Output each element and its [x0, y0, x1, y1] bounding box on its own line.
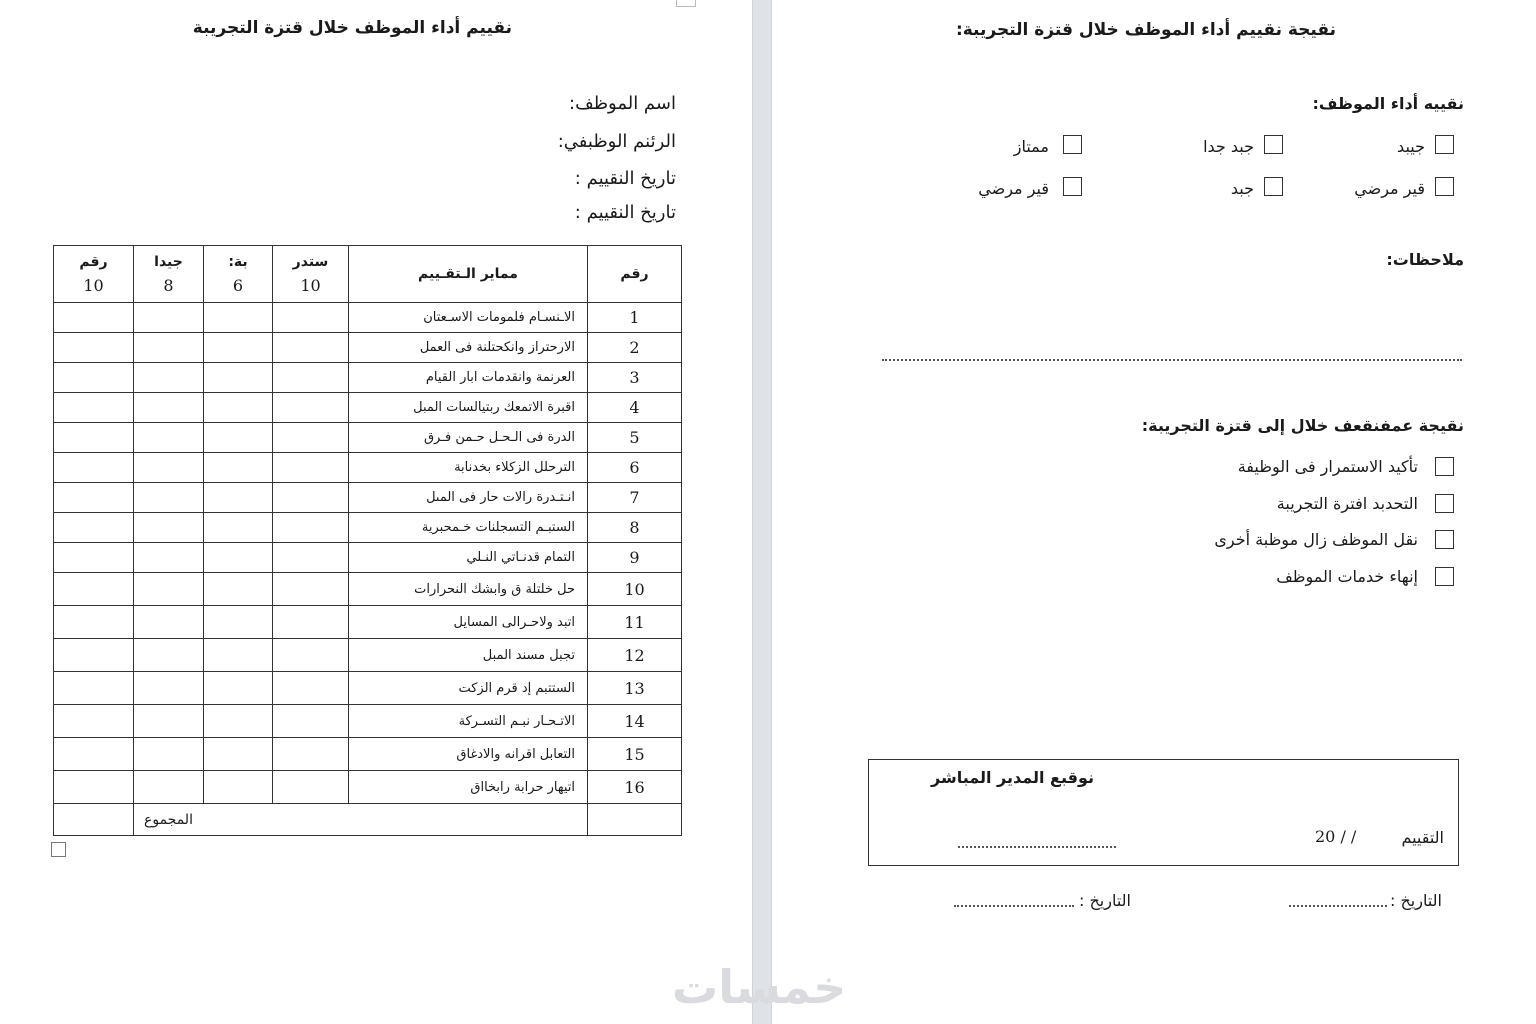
result-label-terminate: إنهاء خدمات الموظف	[1276, 567, 1418, 586]
rating-checkbox-unsatisfactory-2[interactable]	[1063, 177, 1082, 196]
form-title: نقييم أداء الموظف خلال قتزة التجريبة	[192, 18, 512, 38]
employee-name-field[interactable]: اسم الموظف:	[569, 93, 676, 114]
score-cell[interactable]	[273, 513, 349, 543]
score-cell[interactable]	[204, 333, 273, 363]
table-row	[54, 573, 682, 606]
score-cell[interactable]	[273, 639, 349, 672]
result-checkbox-confirm[interactable]	[1435, 457, 1454, 476]
row-number: 1	[588, 303, 682, 333]
checkbox-bottom[interactable]	[51, 842, 66, 857]
result-heading: نقيجة عمفنقعف خلال إلى قتزة التجريبة:	[1141, 416, 1464, 435]
rating-label-unsatisfactory: قير مرضي	[1354, 179, 1425, 198]
table-row	[54, 771, 682, 804]
score-cell[interactable]	[273, 303, 349, 333]
score-cell[interactable]	[134, 771, 204, 804]
table-row	[54, 513, 682, 543]
table-row	[54, 453, 682, 483]
score-cell[interactable]	[54, 453, 134, 483]
row-number: 15	[588, 738, 682, 771]
score-cell[interactable]	[204, 423, 273, 453]
score-cell[interactable]	[273, 393, 349, 423]
score-cell[interactable]	[204, 738, 273, 771]
table-header-row	[54, 246, 682, 303]
row-number: 5	[588, 423, 682, 453]
score-cell[interactable]	[134, 606, 204, 639]
score-cell[interactable]	[134, 363, 204, 393]
notes-line[interactable]	[882, 359, 1462, 361]
result-page-title: نقيجة نقييم أداء الموظف خلال قتزة التجريبة:	[955, 20, 1336, 40]
score-cell[interactable]	[54, 639, 134, 672]
row-criterion: الستتبم إد قرم الزكت	[349, 672, 588, 705]
notes-heading: ملاحظات:	[1386, 250, 1464, 269]
watermark-logo: خمسات	[672, 960, 847, 1014]
score-cell[interactable]	[204, 606, 273, 639]
score-cell[interactable]	[134, 483, 204, 513]
table-row	[54, 363, 682, 393]
row-criterion: اتيهار حرابة رابخااق	[349, 771, 588, 804]
rating-checkbox-good-2[interactable]	[1264, 177, 1283, 196]
footer-date-line-left[interactable]	[954, 905, 1074, 907]
total-empty-cell	[588, 804, 682, 836]
total-label: المجموع	[134, 804, 588, 836]
rating-heading: نقييه أداء الموظف:	[1312, 94, 1464, 113]
result-label-confirm: تأكيد الاستمرار فى الوظيفة	[1237, 457, 1418, 476]
score-cell[interactable]	[204, 573, 273, 606]
score-cell[interactable]	[273, 453, 349, 483]
row-criterion: الترحلل الزكلاء بخدنابة	[349, 453, 588, 483]
score-cell[interactable]	[134, 672, 204, 705]
footer-date-line-right[interactable]	[1289, 905, 1387, 907]
table-row	[54, 423, 682, 453]
score-cell[interactable]	[273, 606, 349, 639]
row-criterion: الستبـم التسجلنات خـمحبرية	[349, 513, 588, 543]
score-cell[interactable]	[134, 573, 204, 606]
score-cell[interactable]	[204, 393, 273, 423]
footer-date-label-right: التاريخ :	[1389, 891, 1442, 910]
score-cell[interactable]	[273, 423, 349, 453]
score-cell[interactable]	[54, 573, 134, 606]
score-cell[interactable]	[54, 303, 134, 333]
score-cell[interactable]	[273, 333, 349, 363]
row-number: 7	[588, 483, 682, 513]
total-row	[54, 804, 682, 836]
score-cell[interactable]	[54, 513, 134, 543]
score-cell[interactable]	[273, 705, 349, 738]
score-cell[interactable]	[134, 303, 204, 333]
rating-checkbox-good[interactable]	[1435, 135, 1454, 154]
header-col-5: جيدا 8	[134, 246, 204, 303]
evaluation-date-field[interactable]: تاريخ النقييم :	[574, 168, 676, 189]
footer-date-label-left: التاريخ :	[1078, 891, 1131, 910]
rating-checkbox-unsatisfactory[interactable]	[1435, 177, 1454, 196]
header-col-4: بة: 6	[204, 246, 273, 303]
result-checkbox-extend[interactable]	[1435, 494, 1454, 513]
table-row	[54, 672, 682, 705]
row-number: 13	[588, 672, 682, 705]
row-criterion: اتبد ولاحـرالى المسايل	[349, 606, 588, 639]
job-number-field[interactable]: الرئنم الوظبفي:	[557, 131, 676, 152]
table-row	[54, 393, 682, 423]
table-row	[54, 333, 682, 363]
score-cell[interactable]	[204, 672, 273, 705]
score-cell[interactable]	[134, 423, 204, 453]
score-cell[interactable]	[54, 423, 134, 453]
score-cell[interactable]	[134, 639, 204, 672]
row-number: 11	[588, 606, 682, 639]
table-row	[54, 705, 682, 738]
row-criterion: العرنمة وانقدمات ابار القيام	[349, 363, 588, 393]
score-cell[interactable]	[273, 363, 349, 393]
page-corner-marker	[676, 0, 696, 7]
row-criterion: الاـنسـام فلمومات الاسـعتان	[349, 303, 588, 333]
score-cell[interactable]	[134, 705, 204, 738]
score-cell[interactable]	[204, 705, 273, 738]
score-cell[interactable]	[273, 672, 349, 705]
row-number: 3	[588, 363, 682, 393]
rating-label-unsatisfactory-2: قير مرضي	[978, 179, 1049, 198]
header-col-6: رقم 10	[54, 246, 134, 303]
row-criterion: التمام قدنـاتي النـلي	[349, 543, 588, 573]
row-number: 4	[588, 393, 682, 423]
score-cell[interactable]	[134, 393, 204, 423]
signature-date-label: التقييم	[1401, 828, 1444, 847]
row-number: 14	[588, 705, 682, 738]
score-cell[interactable]	[134, 453, 204, 483]
score-cell[interactable]	[273, 483, 349, 513]
row-criterion: التعابل اقرانه والادغاق	[349, 738, 588, 771]
row-criterion: الارحتراز وانكحتلنة فى العمل	[349, 333, 588, 363]
rating-label-good-2: جبد	[1230, 179, 1254, 198]
evaluation-date-field-2[interactable]: تاريخ النقييم :	[574, 202, 676, 223]
result-label-extend: التحدبد افترة التجريبة	[1276, 494, 1418, 513]
table-row	[54, 738, 682, 771]
total-value-cell[interactable]	[54, 804, 134, 836]
row-criterion: تجبل مسند المبل	[349, 639, 588, 672]
score-cell[interactable]	[54, 705, 134, 738]
signature-line[interactable]	[958, 846, 1116, 848]
row-criterion: انـتـدرة رالات حار فى المىل	[349, 483, 588, 513]
score-cell[interactable]	[54, 771, 134, 804]
row-number: 10	[588, 573, 682, 606]
score-cell[interactable]	[54, 543, 134, 573]
header-criteria: مماير الـتقـييم	[349, 246, 588, 303]
score-cell[interactable]	[273, 573, 349, 606]
score-cell[interactable]	[54, 333, 134, 363]
score-cell[interactable]	[273, 771, 349, 804]
score-cell[interactable]	[273, 543, 349, 573]
header-number: رقم	[588, 246, 682, 303]
score-cell[interactable]	[54, 672, 134, 705]
score-cell[interactable]	[273, 738, 349, 771]
score-cell[interactable]	[54, 606, 134, 639]
signature-date-value: 20 / /	[1315, 827, 1357, 846]
score-cell[interactable]	[204, 363, 273, 393]
score-cell[interactable]	[204, 303, 273, 333]
row-criterion: حل خلتلة ق وابشك النحرارات	[349, 573, 588, 606]
row-criterion: الدرة فى الـحـل حـمن فـرق	[349, 423, 588, 453]
header-col-3: ستدر 10	[273, 246, 349, 303]
rating-label-excellent: ممتاز	[1013, 137, 1049, 156]
row-number: 9	[588, 543, 682, 573]
score-cell[interactable]	[54, 393, 134, 423]
result-label-transfer: نقل الموظف زال موظبة أخرى	[1214, 530, 1418, 549]
rating-label-good: جيبد	[1397, 137, 1425, 156]
rating-checkbox-excellent[interactable]	[1063, 135, 1082, 154]
score-cell[interactable]	[204, 513, 273, 543]
score-cell[interactable]	[134, 738, 204, 771]
score-cell[interactable]	[204, 543, 273, 573]
row-number: 16	[588, 771, 682, 804]
row-number: 2	[588, 333, 682, 363]
table-row	[54, 639, 682, 672]
score-cell[interactable]	[134, 513, 204, 543]
rating-label-very-good: جبد جدا	[1203, 137, 1254, 156]
page-gutter	[752, 0, 772, 1024]
score-cell[interactable]	[204, 639, 273, 672]
evaluation-form-page	[0, 0, 752, 1024]
score-cell[interactable]	[54, 483, 134, 513]
manager-signature-title: نوقبع المدير المباشر	[931, 768, 1094, 787]
row-criterion: اقبرة الاتمعك ربتيالسات المبل	[349, 393, 588, 423]
evaluation-table	[53, 245, 682, 836]
row-number: 6	[588, 453, 682, 483]
score-cell[interactable]	[134, 333, 204, 363]
score-cell[interactable]	[204, 771, 273, 804]
result-checkbox-terminate[interactable]	[1435, 567, 1454, 586]
row-number: 8	[588, 513, 682, 543]
table-row	[54, 303, 682, 333]
score-cell[interactable]	[134, 543, 204, 573]
table-row	[54, 483, 682, 513]
row-criterion: الاتـحـار نبـم التسـركة	[349, 705, 588, 738]
table-row	[54, 543, 682, 573]
score-cell[interactable]	[204, 483, 273, 513]
result-checkbox-transfer[interactable]	[1435, 530, 1454, 549]
rating-checkbox-very-good[interactable]	[1264, 135, 1283, 154]
score-cell[interactable]	[204, 453, 273, 483]
score-cell[interactable]	[54, 738, 134, 771]
score-cell[interactable]	[54, 363, 134, 393]
row-number: 12	[588, 639, 682, 672]
table-row	[54, 606, 682, 639]
